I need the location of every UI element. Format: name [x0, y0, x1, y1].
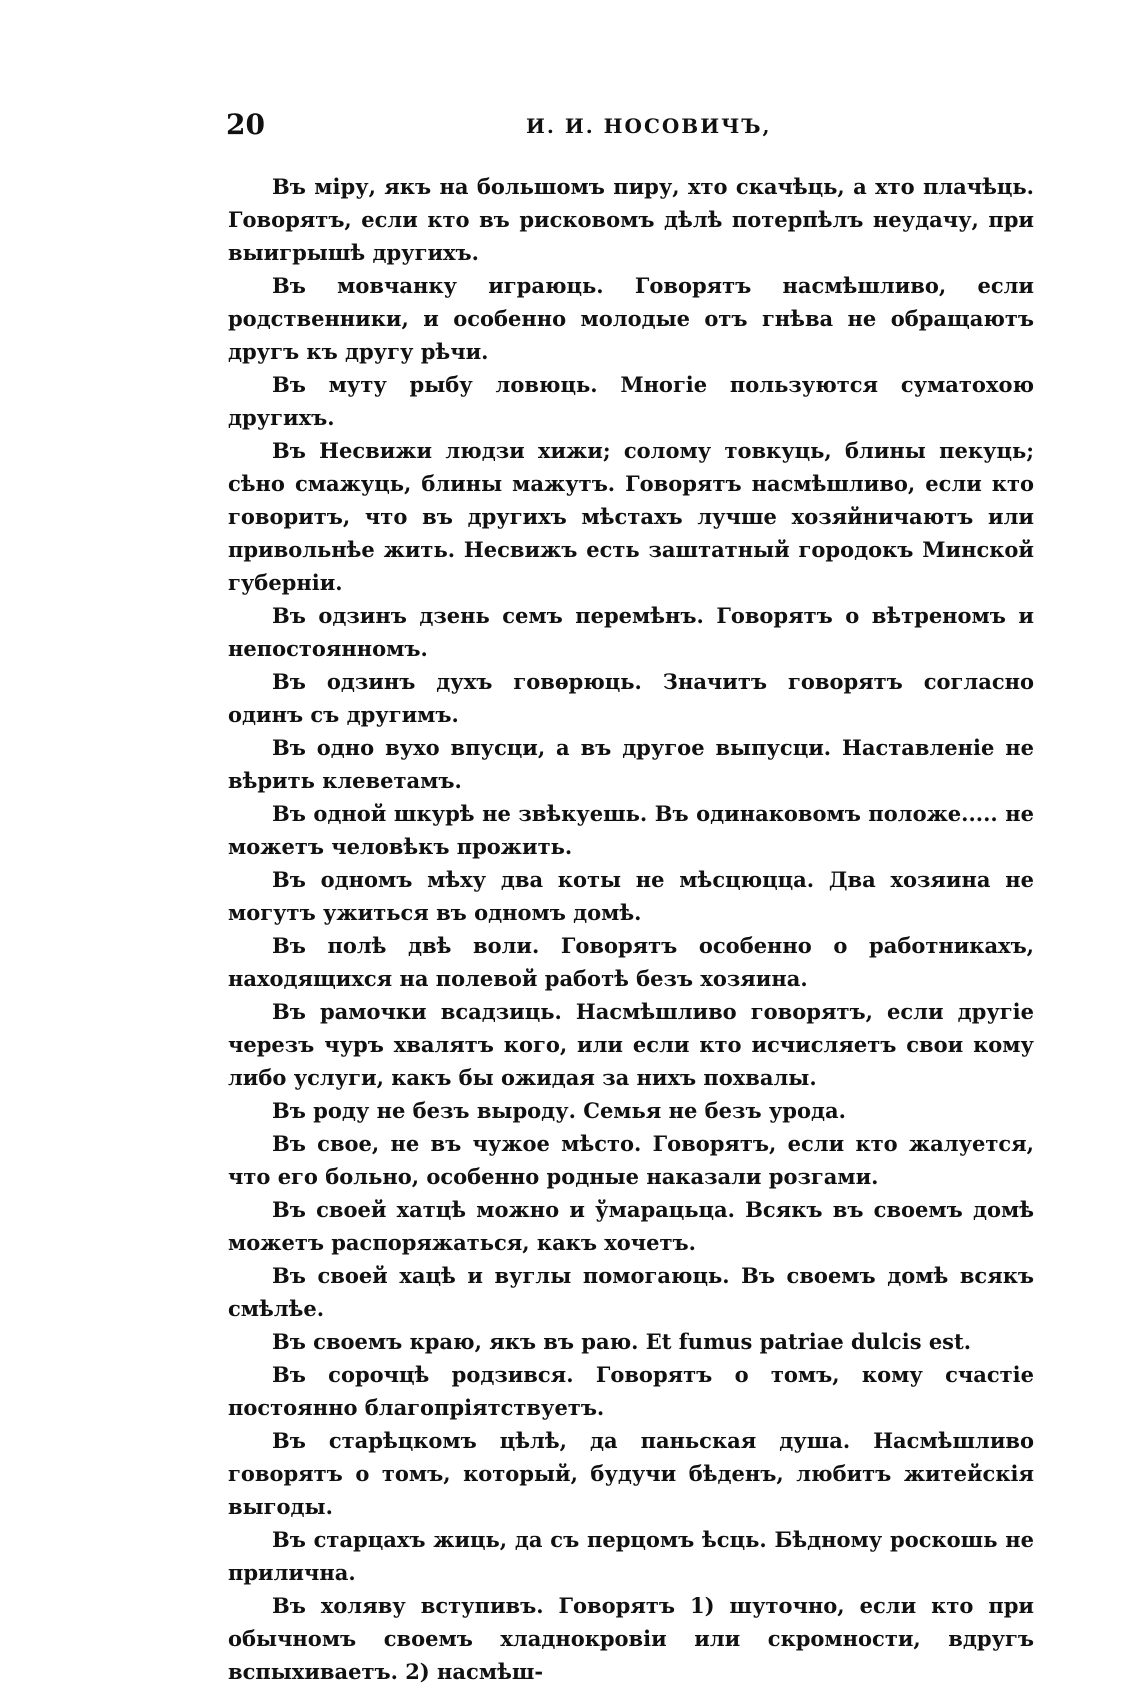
proverb-entry: Въ свое, не въ чужое мѣсто. Говорятъ, если кто жалуется, что его больно, особенно родные наказали розгами. [228, 1131, 1034, 1189]
proverb-entry: Въ старѣцкомъ цѣлѣ, да паньская душа. Насмѣшливо говорятъ о томъ, который, будучи бѣденъ, любитъ житейскія выгоды. [228, 1428, 1034, 1519]
proverb-entry: Въ одномъ мѣху два коты не мѣсцюцца. Два хозяина не могутъ ужиться въ одномъ домѣ. [228, 867, 1034, 925]
proverb-entry: Въ рамочки всадзиць. Насмѣшливо говорятъ, если другіе черезъ чуръ хвалятъ кого, или если кто исчисляетъ свои кому либо услуги, какъ бы ожидая за нихъ похвалы. [228, 999, 1034, 1090]
proverb-entry: Въ своей хацѣ и вуглы помогаюць. Въ своемъ домѣ всякъ смѣлѣе. [228, 1263, 1034, 1321]
proverb-entry: Въ своей хатцѣ можно и ўмарацьца. Всякъ въ своемъ домѣ можетъ распоряжаться, какъ хочетъ. [228, 1197, 1034, 1255]
running-head: И. И. НОСОВИЧЪ, [526, 114, 772, 138]
proverb-entry: Въ старцахъ жиць, да съ перцомъ ѣсць. Бѣдному роскошь не прилична. [228, 1527, 1034, 1585]
proverb-list [228, 170, 1034, 1688]
proverb-entry: Въ муту рыбу ловюць. Многіе пользуются суматохою другихъ. [228, 372, 1034, 430]
proverb-entry: Въ Несвижи людзи хижи; солому товкуць, блины пекуць; сѣно смажуць, блины мажутъ. Говорятъ насмѣшливо, если кто говоритъ, что въ другихъ мѣстахъ лучше хозяйничаютъ или привольнѣе жить. Несвижъ есть заштатный городокъ Минской губерніи. [228, 438, 1034, 595]
proverb-entry: Въ одзинъ дзень семъ перемѣнъ. Говорятъ о вѣтреномъ и непостоянномъ. [228, 603, 1034, 661]
proverb-entry: Въ своемъ краю, якъ въ раю. Et fumus patriae dulcis est. [272, 1329, 972, 1354]
proverb-entry: Въ одзинъ духъ говѳрюць. Значитъ говорятъ согласно одинъ съ другимъ. [228, 669, 1034, 727]
page-number: 20 [226, 108, 265, 141]
proverb-entry: Въ холяву вступивъ. Говорятъ 1) шуточно, если кто при обычномъ своемъ хладнокровіи или скромности, вдругъ вспыхиваетъ. 2) насмѣш- [228, 1593, 1034, 1684]
proverb-entry: Въ мовчанку играюць. Говорятъ насмѣшливо, если родственники, и особенно молодые отъ гнѣва не обращаютъ другъ къ другу рѣчи. [228, 273, 1034, 364]
proverb-entry: Въ одной шкурѣ не звѣкуешь. Въ одинаковомъ положе..... не можетъ человѣкъ прожить. [228, 801, 1034, 859]
proverb-entry: Въ одно вухо впусци, а въ другое выпусци. Наставленіе не вѣрить клеветамъ. [228, 735, 1034, 793]
proverb-entry: Въ полѣ двѣ воли. Говорятъ особенно о работникахъ, находящихся на полевой работѣ безъ хозяина. [228, 933, 1034, 991]
proverb-entry: Въ сорочцѣ родзився. Говорятъ о томъ, кому счастіе постоянно благопріятствуетъ. [228, 1362, 1034, 1420]
proverb-entry: Въ роду не безъ выроду. Семья не безъ урода. [272, 1098, 846, 1123]
proverb-entry: Въ міру, якъ на большомъ пиру, хто скачѣць, а хто плачѣць. Говорятъ, если кто въ рисковомъ дѣлѣ потерпѣлъ неудачу, при выигрышѣ другихъ. [228, 174, 1034, 265]
page-header [226, 108, 1034, 148]
